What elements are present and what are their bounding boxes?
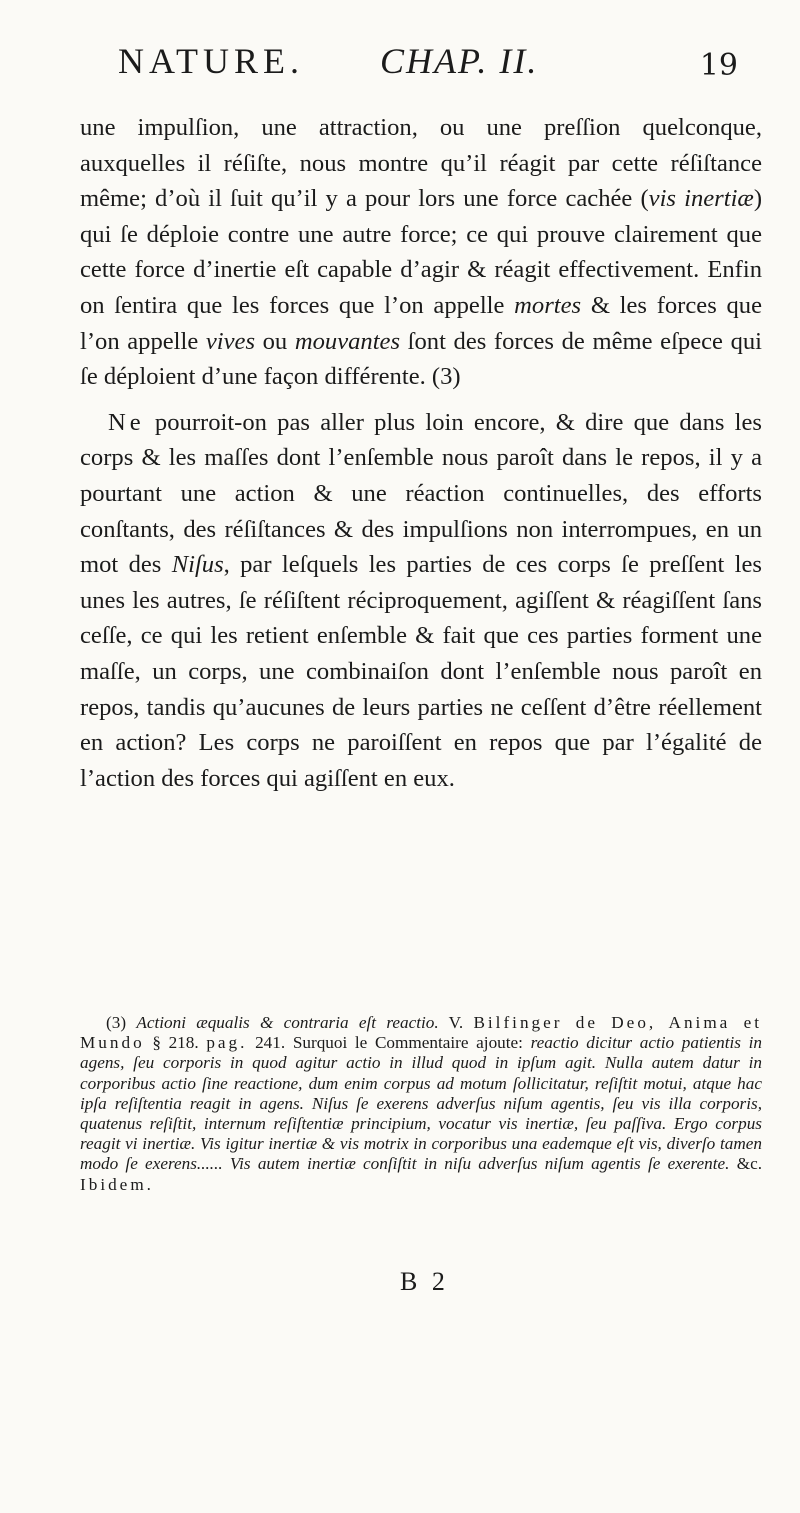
text-run: 241. Surquoi le Commentaire ajoute: xyxy=(247,1033,531,1053)
text-run: § 218. xyxy=(144,1033,207,1053)
text-run: V. xyxy=(438,1013,474,1032)
text-run: pourroit-on pas aller plus loin encore, & dire que dans les corps & les maſſes dont l’enſemble nous paroît dans le repos, il y a pourtant une action & une réaction continuelles, des efforts conſtants, des réſiſtances & des impulſions non interrompues, en un mot des xyxy=(80,408,762,579)
text-run: une impulſion, une attraction, ou une preſſion quelconque, auxquelles il réſiſte, nous montre qu’il réagit par cette réſiſtance même; d’où il ſuit qu’il y a pour lors une force cachée ( xyxy=(80,114,762,213)
footnote-quote: Actioni æqualis & contraria eſt reactio. xyxy=(136,1013,439,1032)
footnote-latin-quote: reactio dicitur actio patientis in agens, ſeu corporis in quod agitur actio in illud quod in ipſum agit. Nulla autem datur in corporibus actio ſine reactione, dum enim corpus ad motum ſollicitatur, reſiſtit motui, atque hac ipſa reſiſtentia reagit in agens. Niſus ſe exerens adverſus niſum agentis, ſeu vis illa corporis, quatenus reſiſtit, internum reſiſtentiæ principium, vocatur vis inertiæ, ſeu paſſiva. Ergo corpus reagit vi inertiæ. Vis igitur inertiæ & vis motrix in corporibus una eademque eſt vis, diverſo tamen modo ſe exerens...... Vis autem inertiæ conſiſtit in niſu adverſus niſum agentis ſe exerente. xyxy=(80,1033,763,1174)
paragraph-2 xyxy=(80,405,762,797)
signature-mark: B 2 xyxy=(400,1267,449,1296)
italic-term: mouvantes xyxy=(294,327,401,355)
footnote-ibidem: Ibidem. xyxy=(80,1174,154,1194)
footnote-pag: pag. xyxy=(206,1033,248,1053)
italic-term: vives xyxy=(205,327,256,355)
footnote-mark: (3) xyxy=(106,1013,127,1032)
running-head-title: NATURE. xyxy=(118,41,304,81)
text-run: ſont des forces de même eſpece qui ſe déploient d’une façon différente. (3) xyxy=(80,327,762,391)
footnote xyxy=(80,1013,762,1195)
italic-term: mortes xyxy=(514,291,582,319)
running-head xyxy=(118,40,758,90)
italic-term: Niſus xyxy=(171,551,224,579)
text-run: ) qui ſe déploie contre une autre force; ce qui prouve clairement que cette force d’inertie eſt capable d’agir & réagit effectivement. Enfin on ſentira que les forces que l’on appelle xyxy=(80,185,763,319)
running-head-chapter: CHAP. II. xyxy=(380,41,539,81)
text-run: & les forces que l’on appelle xyxy=(80,291,762,355)
text-run: ou xyxy=(255,327,295,355)
paragraph-initial: Ne xyxy=(108,408,145,436)
text-run: &c. xyxy=(729,1154,762,1174)
main-text xyxy=(80,110,762,796)
footnote-author: Bilfinger de Deo, Anima et Mundo xyxy=(80,1013,762,1053)
text-run: , par leſquels les parties de ces corps ſe preſſent les unes les autres, ſe réſiſtent réciproquement, agiſſent & réagiſſent ſans ceſſe, ce qui les retient enſemble & fait que ces parties forment une maſſe, un corps, une combinaiſon dont l’enſemble nous paroît en repos, tandis qu’aucunes de leurs parties ne ceſſent d’être réellement en action? Les corps ne paroiſſent en repos que par l’égalité de l’action des forces qui agiſſent en eux. xyxy=(80,551,762,792)
italic-term: vis inertiæ xyxy=(648,185,754,213)
paragraph-1 xyxy=(80,110,762,395)
page-number: 19 xyxy=(699,48,738,83)
